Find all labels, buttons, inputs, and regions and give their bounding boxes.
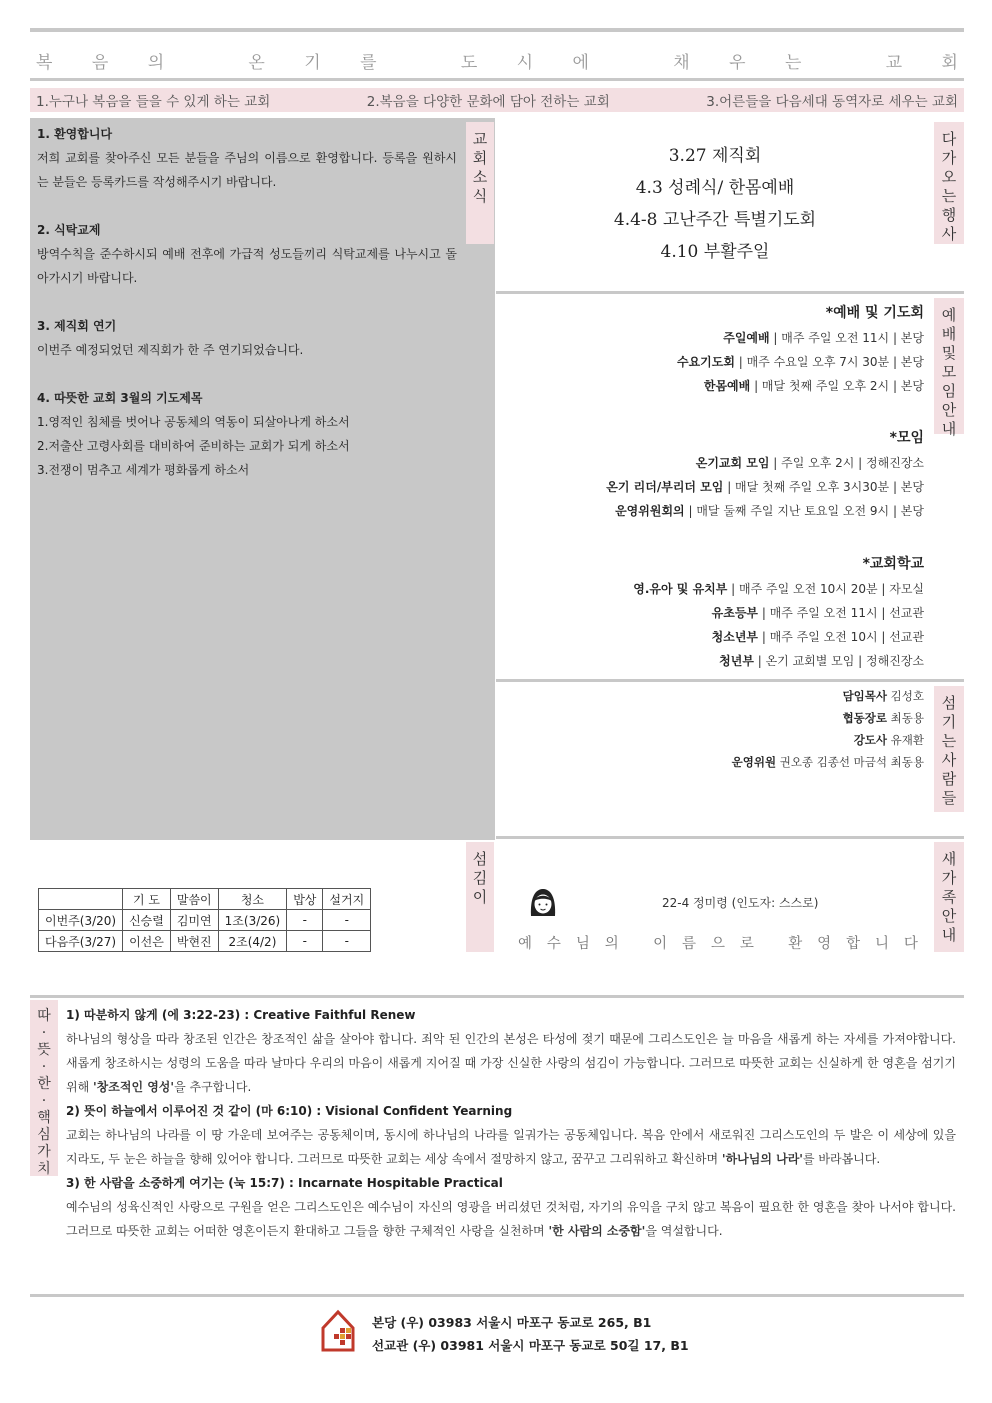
schedule-detail: | 매주 주일 오전 11시 | 선교관 — [758, 606, 924, 620]
tab-char: 기 — [941, 713, 957, 731]
schedule-name: 수요기도회 — [677, 355, 735, 369]
divider — [496, 291, 964, 294]
tab-char: 섬 — [472, 850, 488, 868]
welcome-char: 영 — [817, 936, 832, 952]
table-header-row — [39, 889, 371, 910]
news-4-title: 4. 따뜻한 교회 3월의 기도제목 — [37, 391, 203, 405]
table-cell: - — [287, 910, 323, 931]
divider — [496, 679, 964, 682]
prayer-item: 1.영적인 침체를 벗어나 공동체의 역동이 되살아나게 하소서 — [37, 415, 350, 429]
tab-char: 내 — [941, 926, 957, 944]
table-row — [39, 931, 371, 952]
schedule-detail: | 매주 주일 오전 10시 | 선교관 — [758, 630, 924, 644]
welcome-char — [634, 932, 639, 953]
schedule-row — [712, 628, 924, 645]
welcome-char: 합 — [846, 936, 861, 952]
tab-char: 교 — [472, 130, 488, 148]
tab-char: 안 — [941, 401, 957, 419]
value-1-title: 1) 따분하지 않게 (에 3:22-23) : Creative Faithful Renew — [66, 1008, 416, 1022]
new-family-member: 22-4 정미령 (인도자: 스스로) — [662, 896, 819, 910]
table-header: 청소 — [218, 889, 287, 910]
news-1-body: 저희 교회를 찾아주신 모든 분들을 주님의 이름으로 환영합니다. 등록을 원하시는 분들은 등록카드를 작성해주시기 바랍니다. — [37, 151, 457, 189]
church-motto — [36, 48, 958, 73]
welcome-char: 환 — [788, 936, 803, 952]
welcome-char: 수 — [546, 936, 561, 952]
schedule-name: 온기 리더/부리더 모임 — [606, 480, 724, 494]
schedule-name: 영.유아 및 유치부 — [633, 582, 728, 596]
tab-worship-info — [934, 298, 964, 438]
value-1-emphasis: '창조적인 영성' — [93, 1080, 175, 1094]
value-1-text: 하나님의 형상을 따라 창조된 인간은 창조적인 삶을 살아야 합니다. 죄악 된 인간의 본성은 타성에 젖기 때문에 그리스도인은 늘 마음을 새롭게 하는 자세를 가져야합니다. 새롭게 창조하시는 성령의 도움을 따라 날마다 우리의 마음이 새롭게 지어질 때 가장 신실한 사랑의 섬김이 가능합니다. 그러므로 따뜻한 교회는 신실하게 한 영혼을 섬기기 위해 — [66, 1032, 956, 1094]
schedule-row — [712, 604, 924, 621]
table-header — [39, 889, 123, 910]
school-title: *교회학교 — [862, 556, 924, 572]
tab-char: 핵 — [37, 1110, 51, 1126]
schedule-name: 청소년부 — [711, 630, 759, 644]
schedule-name: 운영위원회의 — [615, 504, 685, 518]
schedule-name: 주일예배 — [723, 331, 770, 345]
tab-char: 예 — [941, 306, 957, 324]
tab-char: 따 — [37, 1008, 51, 1024]
tab-char: 족 — [941, 888, 957, 906]
event-item: 4.3 성례식/ 한몸예배 — [635, 178, 795, 198]
tab-char: 뜻 — [37, 1042, 51, 1058]
top-rule — [30, 28, 964, 32]
schedule-row — [677, 353, 924, 370]
core-rule-bottom — [30, 1294, 964, 1297]
server-names: 최동용 — [887, 711, 924, 725]
vision-1: 1.누구나 복음을 들을 수 있게 하는 교회 — [36, 94, 271, 110]
table-cell: 2조(4/2) — [218, 931, 287, 952]
welcome-message — [518, 932, 918, 953]
motto-char: 기 — [304, 53, 321, 73]
church-logo-icon — [320, 1308, 356, 1352]
tab-char: 안 — [941, 907, 957, 925]
tab-char: 치 — [37, 1161, 51, 1177]
tab-char: 모 — [941, 363, 957, 381]
value-3-text: 예수님의 성육신적인 사랑으로 구원을 얻은 그리스도인은 예수님이 자신의 영광을 버리셨던 것처럼, 자기의 유익을 구치 않고 복음이 필요한 한 영혼을 찾아 나서야 합니다. 그러므로 따뜻한 교회는 어떠한 영혼이든지 환대하고 그들을 향한 구체적인 사랑을 실천하며 — [66, 1200, 956, 1238]
schedule-row — [696, 454, 924, 471]
tab-char: 임 — [941, 382, 957, 400]
value-2-title: 2) 뜻이 하늘에서 이루어진 것 같이 (마 6:10) : Visional Confident Yearning — [66, 1104, 513, 1118]
table-header: 밥상 — [287, 889, 323, 910]
schedule-row — [615, 502, 924, 519]
vision-3: 3.어른들을 다음세대 동역자로 세우는 교회 — [706, 94, 958, 110]
server-role: 담임목사 — [842, 689, 888, 703]
worship-title: *예배 및 기도회 — [825, 305, 924, 321]
event-item: 3.27 제직회 — [668, 146, 762, 166]
motto-char: 는 — [784, 53, 802, 73]
motto-char: 회 — [941, 53, 958, 73]
motto-char: 의 — [147, 53, 165, 73]
news-2-body: 방역수칙을 준수하시되 예배 전후에 가급적 성도들끼리 식탁교제를 나누시고 돌아가시기 바랍니다. — [37, 247, 457, 285]
table-cell: 신승렬 — [123, 910, 171, 931]
tab-char: 김 — [472, 869, 488, 887]
tab-char: 이 — [472, 888, 488, 906]
value-1-body — [66, 1027, 956, 1099]
schedule-name: 온기교회 모임 — [695, 456, 770, 470]
schedule-name: 한몸예배 — [703, 379, 751, 393]
upcoming-events — [500, 140, 930, 268]
motto-char: 채 — [673, 53, 690, 73]
schedule-detail: | 매주 주일 오전 11시 | 본당 — [769, 331, 924, 345]
prayer-item: 3.전쟁이 멈추고 세계가 평화롭게 하소서 — [37, 463, 250, 477]
table-row — [39, 910, 371, 931]
table-cell: 다음주(3/27) — [39, 931, 123, 952]
value-3-title: 3) 한 사람을 소중하게 여기는 (눅 15:7) : Incarnate Hospitable Practical — [66, 1176, 503, 1190]
core-values — [66, 1003, 956, 1243]
value-3-text-end: 을 역설합니다. — [645, 1224, 723, 1238]
tab-char: 섬 — [941, 694, 957, 712]
schedule-row — [704, 377, 924, 394]
duty-table — [38, 888, 371, 952]
table-cell: 1조(3/26) — [218, 910, 287, 931]
welcome-char: 으 — [710, 936, 725, 952]
motto-char: 온 — [248, 53, 265, 73]
server-names: 유재환 — [887, 733, 924, 747]
value-2-emphasis: '하나님의 나라' — [721, 1152, 803, 1166]
person-face-icon — [526, 886, 560, 920]
tab-char: 는 — [941, 187, 957, 205]
motto-char: 교 — [885, 53, 903, 73]
table-cell: 박현진 — [170, 931, 218, 952]
server-row — [732, 754, 924, 770]
table-header: 말씀이 — [170, 889, 218, 910]
tab-char: 사 — [941, 225, 957, 243]
motto-char — [628, 48, 633, 73]
motto-char — [204, 48, 209, 73]
table-header: 기 도 — [123, 889, 171, 910]
tab-new-family — [934, 842, 964, 952]
tab-char: 오 — [941, 168, 957, 186]
server-row — [843, 688, 924, 704]
address-annex: 선교관 (우) 03981 서울시 마포구 동교로 50길 17, B1 — [372, 1338, 689, 1353]
server-row — [854, 732, 924, 748]
motto-char: 복 — [36, 53, 53, 73]
tab-char: 사 — [941, 751, 957, 769]
value-3-body — [66, 1195, 956, 1243]
news-3-title: 3. 제직회 연기 — [37, 319, 117, 333]
tab-servers — [934, 686, 964, 812]
divider — [496, 836, 964, 839]
schedule-name: 청년부 — [719, 654, 754, 668]
tab-serving — [466, 842, 494, 952]
event-item: 4.10 부활주일 — [660, 242, 770, 262]
schedule-detail: | 매주 주일 오전 10시 20분 | 자모실 — [727, 582, 924, 596]
tab-char: 가 — [37, 1144, 51, 1160]
schedule-detail: | 온기 교회별 모임 | 정해진장소 — [753, 654, 924, 668]
tab-char: 행 — [941, 206, 957, 224]
table-cell: 이번주(3/20) — [39, 910, 123, 931]
address-main: 본당 (우) 03983 서울시 마포구 동교로 265, B1 — [372, 1315, 652, 1330]
table-header: 설거지 — [323, 889, 371, 910]
tab-char: · — [41, 1025, 47, 1041]
welcome-char: 다 — [903, 936, 918, 952]
schedule-row — [606, 478, 924, 495]
value-1-text-end: 을 추구합니다. — [174, 1080, 252, 1094]
news-2-title: 2. 식탁교제 — [37, 223, 101, 237]
schedule-row — [719, 652, 924, 669]
tab-char: 심 — [37, 1127, 51, 1143]
tab-char: 회 — [472, 149, 488, 167]
welcome-char: 름 — [682, 936, 697, 952]
tab-char: 내 — [941, 420, 957, 438]
welcome-char: 이 — [653, 936, 668, 952]
news-1-title: 1. 환영합니다 — [37, 127, 113, 141]
schedule-detail: | 매달 둘째 주일 지난 토요일 오전 9시 | 본당 — [684, 504, 924, 518]
motto-char — [416, 48, 421, 73]
tab-core-values — [30, 1000, 58, 1176]
core-rule-top — [30, 995, 964, 998]
prayer-item: 2.저출산 고령사회를 대비하여 준비하는 교회가 되게 하소서 — [37, 439, 350, 453]
tab-char: 새 — [941, 850, 957, 868]
server-names: 권오종 김종선 마금석 최동용 — [776, 755, 924, 769]
news-3-body: 이번주 예정되었던 제직회가 한 주 연기되었습니다. — [37, 343, 304, 357]
tab-char: 람 — [941, 770, 957, 788]
motto-char: 우 — [729, 53, 746, 73]
vision-bar — [30, 88, 964, 112]
value-2-text-end: 를 바라봅니다. — [802, 1152, 881, 1166]
table-cell: 이선은 — [123, 931, 171, 952]
church-news — [37, 122, 457, 482]
welcome-char: 님 — [575, 936, 590, 952]
tab-char: 소 — [472, 168, 488, 186]
tab-char: 및 — [941, 344, 957, 362]
welcome-char — [769, 932, 774, 953]
motto-char: 시 — [516, 53, 534, 73]
schedule-row — [723, 329, 924, 346]
table-cell: 김미연 — [170, 910, 218, 931]
server-role: 강도사 — [853, 733, 888, 747]
motto-rule — [30, 78, 964, 81]
motto-char: 를 — [360, 53, 377, 73]
table-cell: - — [287, 931, 323, 952]
tab-char: 한 — [37, 1076, 51, 1092]
welcome-char: 의 — [604, 936, 619, 952]
welcome-char: 예 — [518, 936, 533, 952]
server-role: 운영위원 — [731, 755, 777, 769]
tab-char: 다 — [941, 130, 957, 148]
table-cell: - — [323, 931, 371, 952]
welcome-char: 로 — [739, 936, 754, 952]
tab-char: 들 — [941, 789, 957, 807]
event-item: 4.4-8 고난주간 특별기도회 — [613, 210, 817, 230]
tab-char: 배 — [941, 325, 957, 343]
schedule-row — [633, 580, 924, 597]
tab-char: · — [41, 1059, 47, 1075]
tab-char: · — [41, 1093, 47, 1109]
welcome-char: 니 — [874, 936, 889, 952]
tab-char: 가 — [941, 149, 957, 167]
schedule-detail: | 매달 첫째 주일 오후 3시30분 | 본당 — [723, 480, 924, 494]
motto-char — [841, 48, 846, 73]
tab-char: 식 — [472, 187, 488, 205]
tab-char: 가 — [941, 869, 957, 887]
meeting-title: *모임 — [889, 430, 924, 446]
schedule-name: 유초등부 — [711, 606, 759, 620]
value-2-body — [66, 1123, 956, 1171]
value-3-emphasis: '한 사람의 소중함' — [548, 1224, 646, 1238]
schedule-detail: | 주일 오후 2시 | 정해진장소 — [769, 456, 924, 470]
tab-char: 는 — [941, 732, 957, 750]
table-cell: - — [323, 910, 371, 931]
server-row — [843, 710, 924, 726]
tab-church-news — [466, 122, 494, 244]
tab-upcoming-events — [934, 122, 964, 244]
schedule-detail: | 매주 수요일 오후 7시 30분 | 본당 — [734, 355, 924, 369]
server-names: 김성호 — [887, 689, 924, 703]
vision-2: 2.복음을 다양한 문화에 담아 전하는 교회 — [366, 94, 610, 110]
schedule-detail: | 매달 첫째 주일 오후 2시 | 본당 — [750, 379, 924, 393]
motto-char: 음 — [91, 53, 109, 73]
motto-char: 도 — [460, 53, 478, 73]
value-2-text: 교회는 하나님의 나라를 이 땅 가운데 보여주는 공동체이며, 동시에 하나님의 나라를 일궈가는 공동체입니다. 복음 안에서 새로워진 그리스도인의 두 발은 이 세상에 있을 지라도, 두 눈은 하늘을 향해 있어야 합니다. 그러므로 따뜻한 교회는 세상 속에서 절망하지 않고, 꿈꾸고 그리워하고 확신하며 — [66, 1128, 956, 1166]
server-role: 협동장로 — [842, 711, 888, 725]
motto-char: 에 — [572, 53, 589, 73]
